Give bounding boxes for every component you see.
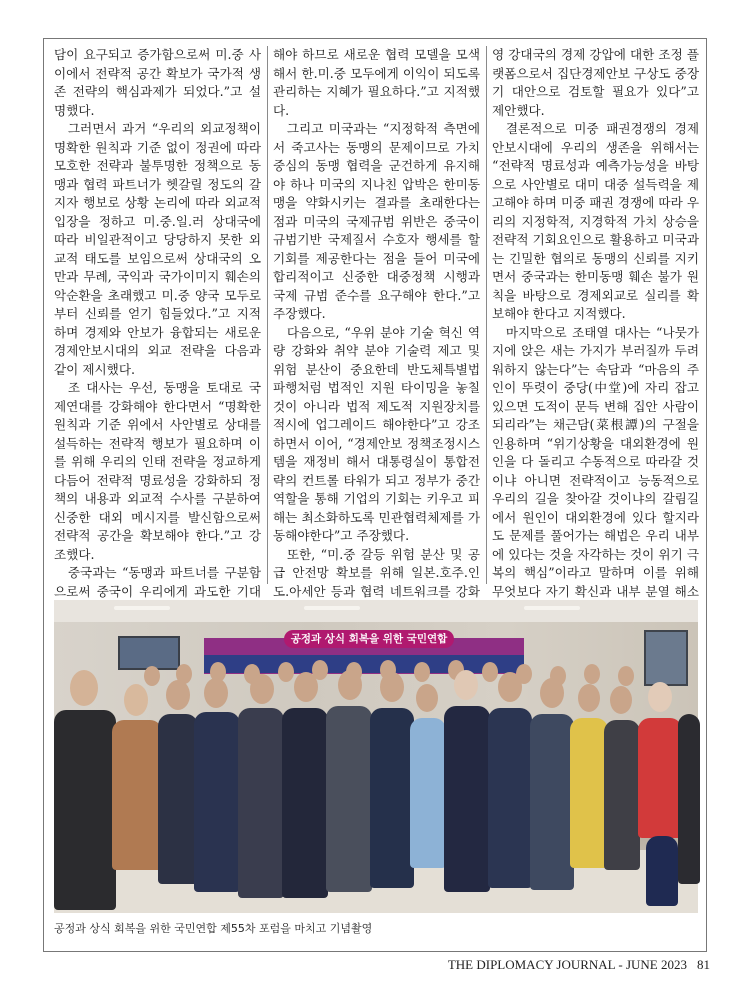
- person-body: [158, 714, 198, 884]
- ceiling-light: [114, 606, 170, 610]
- paragraph: 또한, “미.중 갈등 위험 분산 및 공급 안전망 확보를 위해 일본.호주.인도.아세안 등과 협력 네트워크를 강화: [273, 546, 480, 599]
- person-head: [578, 684, 600, 712]
- person-body: [570, 718, 608, 868]
- page-footer: [448, 957, 710, 973]
- paragraph: 중국과는 “동맹과 파트너를 구분함으로써 중국이 우리에게 과도한 기대: [54, 565, 261, 599]
- person-head: [278, 662, 294, 682]
- person-head: [482, 662, 498, 682]
- person-head: [454, 670, 478, 700]
- paragraph: 그러면서 과거 “우리의 외교정책이 명확한 원칙과 기준 없이 정권에 따라 모호한 전략과 불투명한 정책으로 동맹과 협력 파트너가 헷갈릴 정도의 갈지자 행보로 상황 논리에 따라 외교적 입장을 정하고 미.중.일.러 상대국에 따라 비일관적이고 당당하지 못한 외교적 태도를 보임으로써 상대국의 오만과 무례, 국익과 국가이미지 훼손의 악순환을 초래했고 미.중 양국 모두로부터 신뢰를 얻기 힘들었다.”고 지적하며 경제와 안보가 융합되는 새로운 경제안보시대의 외교 전략을 다음과 같이 제시했다.: [54, 121, 261, 377]
- person-body: [604, 720, 640, 870]
- column-divider: [267, 46, 268, 584]
- person-body: [646, 836, 678, 906]
- person-head: [498, 672, 522, 702]
- paragraph: 조 대사는 우선, 동맹을 토대로 국제연대를 강화해야 한다면서 “명확한 원칙과 기준 위에서 사안별로 상대를 설득하는 전략적 행보가 필요하며 이를 위해 우리의 인태 전략을 정교하게 다듬어 전략적 명료성을 강화하되 정책의 내용과 외교적 수사를 구분하여 신중한 대외 메시지를 발신함으로써 전략적 공간을 확보해야 한다.”고 강조했다.: [54, 380, 261, 562]
- group-photo: [54, 600, 698, 913]
- person-head: [610, 686, 632, 714]
- article-column-2: [273, 46, 480, 599]
- ceiling-light: [304, 606, 360, 610]
- person-body: [488, 708, 532, 888]
- photo-ceiling: [54, 600, 698, 622]
- person-head: [250, 674, 274, 704]
- article-body: [54, 46, 699, 599]
- article-column-1: [54, 46, 261, 599]
- paragraph: 담이 요구되고 증가함으로써 미.중 사이에서 전략적 공간 확보가 국가적 생존 전략의 핵심과제가 되었다.”고 설명했다.: [54, 47, 261, 118]
- person-body: [638, 718, 682, 838]
- person-head: [584, 664, 600, 684]
- paragraph: 영 강대국의 경제 강압에 대한 조정 플랫폼으로서 집단경제안보 구상도 중장기 대안으로 검토할 필요가 있다”고 제안했다.: [492, 47, 699, 118]
- paragraph: 다음으로, “우위 분야 기술 혁신 역량 강화와 취약 분야 기술력 제고 및 위험 분산이 중요한데 반도체특별법 파행처럼 법적인 지원 타이밍을 놓칠 것이 아니라 법적 제도적 지원장치를 적시에 업그레이드 해야한다”고 강조하면서 이어, “경제안보 정책조정시스템을 재정비 해서 대통령실이 통합전략의 컨트롤 타워가 되고 정부가 중간 역할을 통해 기업의 기회는 키우고 피해는 최소화하도록 민관협력체제를 가동해야한다”고 주장했다.: [273, 324, 480, 543]
- paragraph: [492, 324, 699, 621]
- person-body: [530, 714, 574, 890]
- person-head: [70, 670, 98, 706]
- photo-crowd: [54, 658, 698, 913]
- person-head: [338, 670, 362, 700]
- person-body: [370, 708, 414, 888]
- person-body: [194, 712, 240, 892]
- person-body: [444, 706, 490, 892]
- paragraph-text: 마지막으로 조태열 대사는 “나뭇가지에 앉은 새는 가지가 부러질까 두려워하지 않는다”는 속담과 “마음의 주인이 뚜렷이 중당(中堂)에 자리 잡고 있으면 도적이 문득 변해 집안 사람이 되리라”는 채근담(菜根譚)의 구절을 인용하며 “위기상황을 대외환경에 원인을 다 돌리고 수동적으로 따라갈 것이냐 아니면 전략적이고 능동적으로 우리의 길을 찾아갈 것이냐의 갈림길에서 원인이 대외환경에 있다 할지라도 문제를 풀어가는 해법은 우리 내부에 있다는 것을 자각하는 것이 위기 극복의 핵심”이라고 말하며 이를 위해 무엇보다 자기 확신과 내부 분열 해소: [492, 324, 699, 599]
- person-head: [414, 662, 430, 682]
- person-head: [648, 682, 672, 712]
- person-head: [166, 680, 190, 710]
- paragraph: 결론적으로 미중 패권경쟁의 경제안보시대에 우리의 생존을 위해서는 “전략적 명료성과 예측가능성을 바탕으로 사안별로 대미 대중 설득력을 제고해야 하며 미중 패권 경쟁에 따라 우리의 지정학적, 지경학적 가치 상승을 전략적 기회요인으로 활용하고 미국과는 긴밀한 협의로 동맹의 신뢰를 지키면서 중국과는 한미동맹 훼손 불가 원칙을 바탕으로 경제외교로 실리를 확보해야 한다고 지적했다.: [492, 121, 699, 321]
- page-number: 81: [697, 957, 710, 972]
- person-head: [540, 678, 564, 708]
- person-body: [238, 708, 284, 898]
- event-banner-title: 공정과 상식 회복을 위한 국민연합: [284, 630, 454, 648]
- person-body: [112, 720, 162, 870]
- publication-name: THE DIPLOMACY JOURNAL - JUNE 2023: [447, 957, 687, 972]
- person-body: [410, 718, 446, 868]
- person-head: [380, 672, 404, 702]
- person-body: [54, 710, 116, 910]
- column-divider: [486, 46, 487, 584]
- person-head: [204, 678, 228, 708]
- person-head: [144, 666, 160, 686]
- person-body: [678, 714, 700, 884]
- person-body: [282, 708, 328, 898]
- person-head: [416, 684, 438, 712]
- person-body: [326, 706, 372, 892]
- person-head: [294, 672, 318, 702]
- person-head: [124, 684, 148, 716]
- paragraph: 해야 하므로 새로운 협력 모델을 모색해서 한.미.중 모두에게 이익이 되도록 관리하는 지혜가 필요하다.”고 지적했다.: [273, 47, 480, 118]
- photo-caption: 공정과 상식 회복을 위한 국민연합 제55차 포럼을 마치고 기념촬영: [54, 922, 373, 935]
- paragraph: 그리고 미국과는 “지정학적 측면에서 죽고사는 동맹의 문제이므로 가치중심의 동맹 협력을 군건하게 유지해야 하나 미국의 지나친 압박은 한미동맹을 약화시키는 결과를 초래한다는 점과 미국의 국제규범 위반은 중국이 규범기반 국제질서 수호자 행세를 할 기회를 제공한다는 점을 들어 미국에 합리적이고 신중한 대중정책 시행과 국제 규범 준수를 요구해야 한다.”고 주장했다.: [273, 121, 480, 321]
- article-column-3: [492, 46, 699, 599]
- ceiling-light: [524, 606, 580, 610]
- person-head: [618, 666, 634, 686]
